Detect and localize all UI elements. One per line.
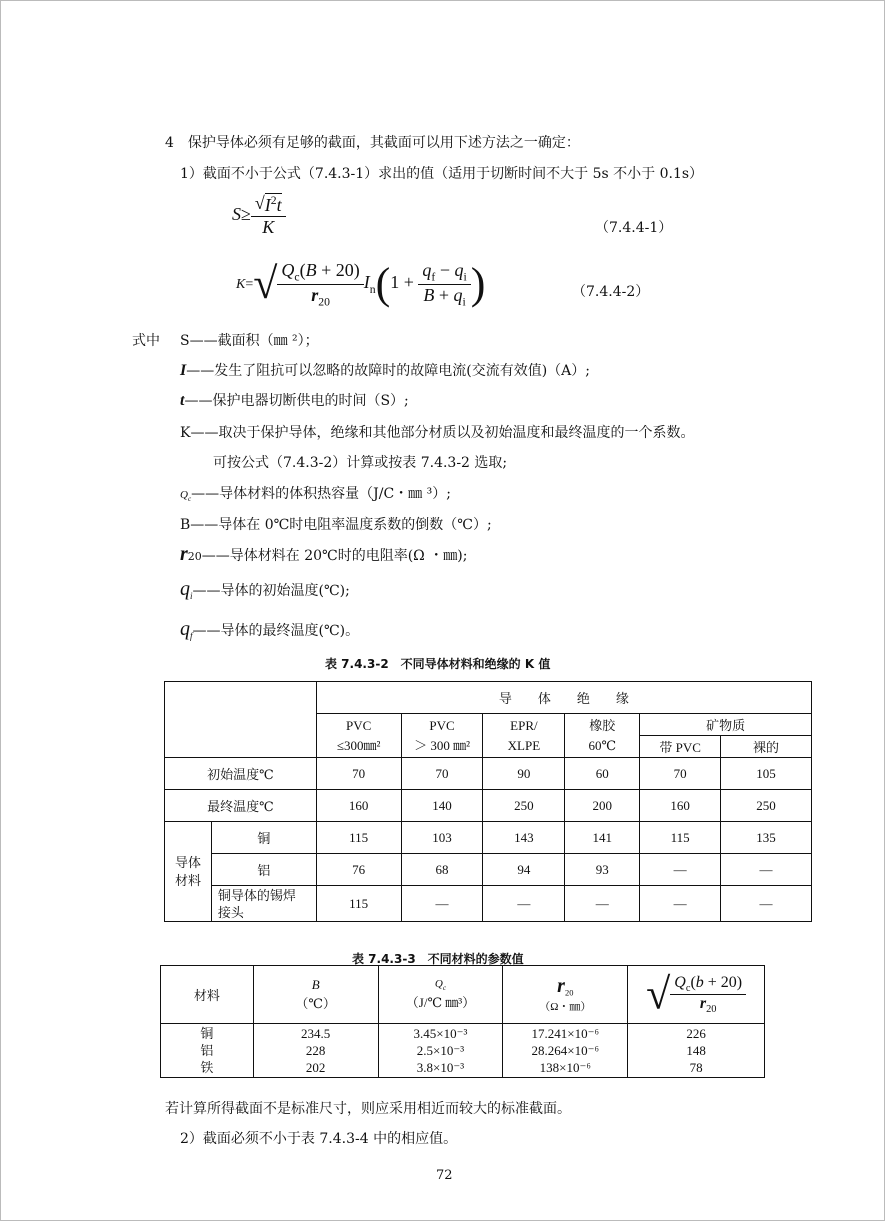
def-Qc: $Q_c——$导体材料的体积热容量（J/C・㎜ ³）; <box>180 486 451 504</box>
cell: 70 <box>640 758 721 790</box>
col-r20-unit: （Ω・㎜） <box>539 1001 592 1013</box>
Qc-values <box>378 1024 503 1078</box>
cell: 94 <box>483 854 565 886</box>
col-Qc-symbol: Q <box>434 977 443 990</box>
material-group-label: 导体 材料 <box>165 822 212 922</box>
def-K: K——取决于保护导体，绝缘和其他部分材质以及初始温度和最终温度的一个系数。 <box>180 425 695 441</box>
cell: 141 <box>565 822 640 854</box>
cell: 2.5×10⁻³ <box>416 1043 465 1058</box>
table1-caption: 表 7.4.3-2 不同导体材料和绝缘的 K 值 <box>325 657 551 671</box>
cell: — <box>401 886 483 922</box>
where-label: 式中 <box>132 333 160 349</box>
material-names <box>161 1024 254 1078</box>
col-B-unit: （℃） <box>295 996 336 1011</box>
def-r20-text: ——导体材料在 20℃时的电阻率(Ω ・㎜); <box>201 548 468 564</box>
cell: 202 <box>305 1060 326 1075</box>
table1-corner <box>165 682 317 758</box>
clause-4-2: 2）截面必须不小于表 7.4.3-4 中的相应值。 <box>180 1131 458 1147</box>
table-row <box>165 886 812 922</box>
formula-2-number: （7.4.4-2） <box>572 284 650 300</box>
cell: 68 <box>401 854 483 886</box>
col-B-symbol: B <box>311 977 320 992</box>
cell: 93 <box>565 854 640 886</box>
cell: 17.241×10⁻⁶ <box>531 1026 600 1041</box>
cell: 250 <box>721 790 812 822</box>
cell: 115 <box>316 822 401 854</box>
page-number: 72 <box>436 1168 453 1183</box>
def-qf: $q_f——$导体的最终温度(℃)。 <box>180 618 360 641</box>
cell: 28.264×10⁻⁶ <box>531 1043 600 1058</box>
col-Qc-unit: （J/℃ ㎜³） <box>405 995 476 1011</box>
col-B <box>253 966 378 1024</box>
cell: — <box>483 886 565 922</box>
table-row <box>165 790 812 822</box>
material-parameter-table <box>160 965 765 1078</box>
cell: — <box>721 854 812 886</box>
cell: — <box>565 886 640 922</box>
material-aluminum: 铝 <box>200 1043 214 1058</box>
col-pvc-small: PVC ≤300㎜² <box>316 714 401 758</box>
cell: 138×10⁻⁶ <box>539 1060 591 1075</box>
k-value-table <box>164 681 812 922</box>
cell: 78 <box>689 1060 703 1075</box>
def-t: t——保护电器切断供电的时间（S）; <box>180 392 409 409</box>
cell: 143 <box>483 822 565 854</box>
formula-1: S≥ $\frac{√I^2t}{K}$ <box>232 193 286 238</box>
clause-4-1: 1）截面不小于公式（7.4.3-1）求出的值（适用于切断时间不大于 5s 不小于 0.1s） <box>180 166 704 182</box>
material-iron: 铁 <box>200 1060 214 1075</box>
cell: 70 <box>401 758 483 790</box>
cell: 228 <box>305 1043 326 1058</box>
row-label: 初始温度℃ <box>165 758 317 790</box>
def-Qc-text: ——导体材料的体积热容量（J/C・㎜ ³）; <box>191 486 451 502</box>
col-rubber: 橡胶 60℃ <box>565 714 640 758</box>
col-mineral: 矿物质 <box>640 714 812 736</box>
cell: 160 <box>316 790 401 822</box>
col-mineral-pvc: 带 PVC <box>640 736 721 758</box>
r20-values <box>503 1024 628 1078</box>
k-factor-values <box>628 1024 765 1078</box>
material-copper: 铜 <box>200 1026 214 1041</box>
cell: 60 <box>565 758 640 790</box>
cell: 105 <box>721 758 812 790</box>
col-r20: $r_{20}$ （Ω・㎜） <box>503 966 628 1024</box>
def-r20: r20——导体材料在 20℃时的电阻率(Ω ・㎜); <box>180 543 468 565</box>
col-material: 材料 <box>161 966 254 1024</box>
cell: 115 <box>316 886 401 922</box>
def-B: B——导体在 0℃时电阻率温度系数的倒数（℃）; <box>180 517 492 533</box>
cell: 90 <box>483 758 565 790</box>
cell: 70 <box>316 758 401 790</box>
def-K-cont: 可按公式（7.4.3-2）计算或按表 7.4.3-2 选取; <box>213 455 508 471</box>
table2-caption: 表 7.4.3-3 不同材料的参数值 <box>352 952 524 966</box>
col-pvc-large: PVC ＞ 300 ㎜² <box>401 714 483 758</box>
cell: 234.5 <box>301 1026 331 1041</box>
col-Qc: $Q_c$ （J/℃ ㎜³） <box>378 966 503 1024</box>
cell: 160 <box>640 790 721 822</box>
note-standard-section: 若计算所得截面不是标准尺寸，则应采用相近而较大的标准截面。 <box>165 1101 571 1117</box>
cell: 226 <box>686 1026 706 1041</box>
row-label: 铜导体的锡焊 接头 <box>211 886 316 922</box>
formula-1-number: （7.4.4-1） <box>595 220 673 236</box>
table1-group-header: 导 体 绝 缘 <box>316 682 811 714</box>
col-mineral-bare: 裸的 <box>721 736 812 758</box>
cell: — <box>640 886 721 922</box>
row-label: 铝 <box>211 854 316 886</box>
row-label: 最终温度℃ <box>165 790 317 822</box>
def-qf-text: ——导体的最终温度(℃)。 <box>192 623 360 639</box>
cell: 3.8×10⁻³ <box>416 1060 465 1075</box>
cell: 250 <box>483 790 565 822</box>
def-I-text: ——发生了阻抗可以忽略的故障时的故障电流(交流有效值)（A）; <box>186 363 590 379</box>
def-S: S——截面积（㎜ ²）； <box>180 333 319 349</box>
cell: 103 <box>401 822 483 854</box>
cell: — <box>640 854 721 886</box>
def-qi: $q_i——$导体的初始温度(℃); <box>180 578 350 601</box>
row-label: 铜 <box>211 822 316 854</box>
cell: 115 <box>640 822 721 854</box>
cell: 148 <box>686 1043 706 1058</box>
table-row <box>161 1024 765 1078</box>
table-row <box>165 822 812 854</box>
clause-4: 4 保护导体必须有足够的截面，其截面可以用下述方法之一确定： <box>165 135 580 151</box>
table-row <box>165 758 812 790</box>
def-qi-text: ——导体的初始温度(℃); <box>192 583 350 599</box>
B-values <box>253 1024 378 1078</box>
cell: 3.45×10⁻³ <box>413 1026 468 1041</box>
col-k-factor: √ $\frac{Q_c(b + 20)}{r_{20}}$ <box>628 966 765 1024</box>
def-I: I——发生了阻抗可以忽略的故障时的故障电流(交流有效值)（A）; <box>180 362 590 379</box>
table-row <box>165 854 812 886</box>
formula-2: K=√ $\frac{Q_c(B + 20)}{r_{20}}$ $I_n(1$ + $\frac{q_f - q_i}{B + q_i}$ ) <box>236 259 486 309</box>
cell: 76 <box>316 854 401 886</box>
cell: 200 <box>565 790 640 822</box>
def-t-text: ——保护电器切断供电的时间（S）; <box>184 393 409 409</box>
cell: 140 <box>401 790 483 822</box>
col-epr-xlpe: EPR/ XLPE <box>483 714 565 758</box>
cell: — <box>721 886 812 922</box>
cell: 135 <box>721 822 812 854</box>
